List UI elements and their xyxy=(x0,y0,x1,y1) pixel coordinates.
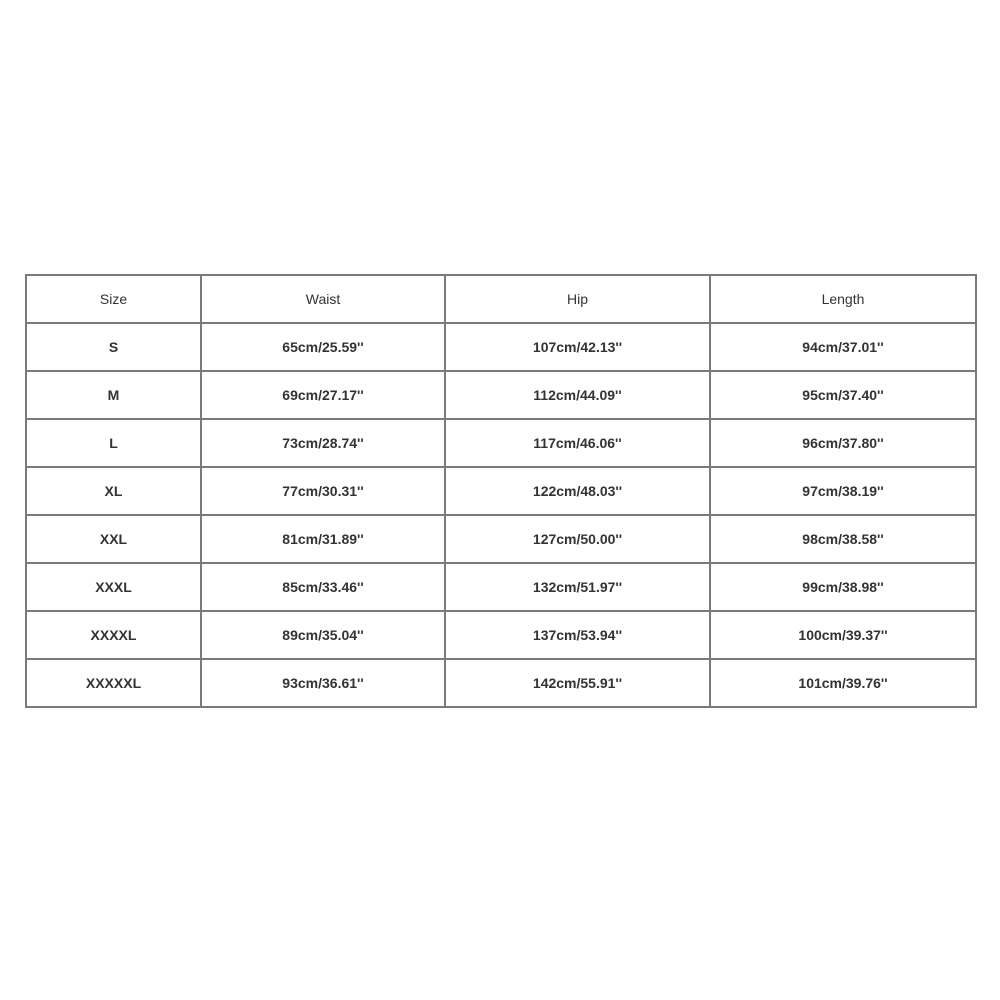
cell-hip: 107cm/42.13'' xyxy=(445,323,710,371)
cell-waist: 81cm/31.89'' xyxy=(201,515,445,563)
cell-size: L xyxy=(26,419,201,467)
table-row xyxy=(26,371,976,419)
cell-length: 99cm/38.98'' xyxy=(710,563,976,611)
cell-size: XL xyxy=(26,467,201,515)
cell-size: XXXXXL xyxy=(26,659,201,707)
cell-length: 97cm/38.19'' xyxy=(710,467,976,515)
table-header xyxy=(26,275,976,323)
cell-length: 100cm/39.37'' xyxy=(710,611,976,659)
table-row xyxy=(26,515,976,563)
table-row xyxy=(26,467,976,515)
cell-hip: 142cm/55.91'' xyxy=(445,659,710,707)
cell-size: XXXXL xyxy=(26,611,201,659)
table-row xyxy=(26,611,976,659)
header-waist: Waist xyxy=(201,275,445,323)
cell-hip: 137cm/53.94'' xyxy=(445,611,710,659)
cell-length: 94cm/37.01'' xyxy=(710,323,976,371)
cell-waist: 73cm/28.74'' xyxy=(201,419,445,467)
cell-waist: 89cm/35.04'' xyxy=(201,611,445,659)
cell-hip: 132cm/51.97'' xyxy=(445,563,710,611)
cell-hip: 122cm/48.03'' xyxy=(445,467,710,515)
cell-hip: 112cm/44.09'' xyxy=(445,371,710,419)
cell-waist: 65cm/25.59'' xyxy=(201,323,445,371)
size-chart-table xyxy=(25,274,977,708)
cell-hip: 117cm/46.06'' xyxy=(445,419,710,467)
cell-waist: 69cm/27.17'' xyxy=(201,371,445,419)
cell-waist: 93cm/36.61'' xyxy=(201,659,445,707)
cell-size: M xyxy=(26,371,201,419)
cell-length: 98cm/38.58'' xyxy=(710,515,976,563)
table-row xyxy=(26,659,976,707)
cell-length: 101cm/39.76'' xyxy=(710,659,976,707)
table-row xyxy=(26,323,976,371)
table-body xyxy=(26,323,976,707)
cell-length: 95cm/37.40'' xyxy=(710,371,976,419)
header-length: Length xyxy=(710,275,976,323)
header-hip: Hip xyxy=(445,275,710,323)
cell-waist: 77cm/30.31'' xyxy=(201,467,445,515)
table-row xyxy=(26,563,976,611)
cell-size: XXXL xyxy=(26,563,201,611)
table-row xyxy=(26,419,976,467)
cell-hip: 127cm/50.00'' xyxy=(445,515,710,563)
cell-size: XXL xyxy=(26,515,201,563)
cell-waist: 85cm/33.46'' xyxy=(201,563,445,611)
header-size: Size xyxy=(26,275,201,323)
cell-size: S xyxy=(26,323,201,371)
header-row xyxy=(26,275,976,323)
cell-length: 96cm/37.80'' xyxy=(710,419,976,467)
